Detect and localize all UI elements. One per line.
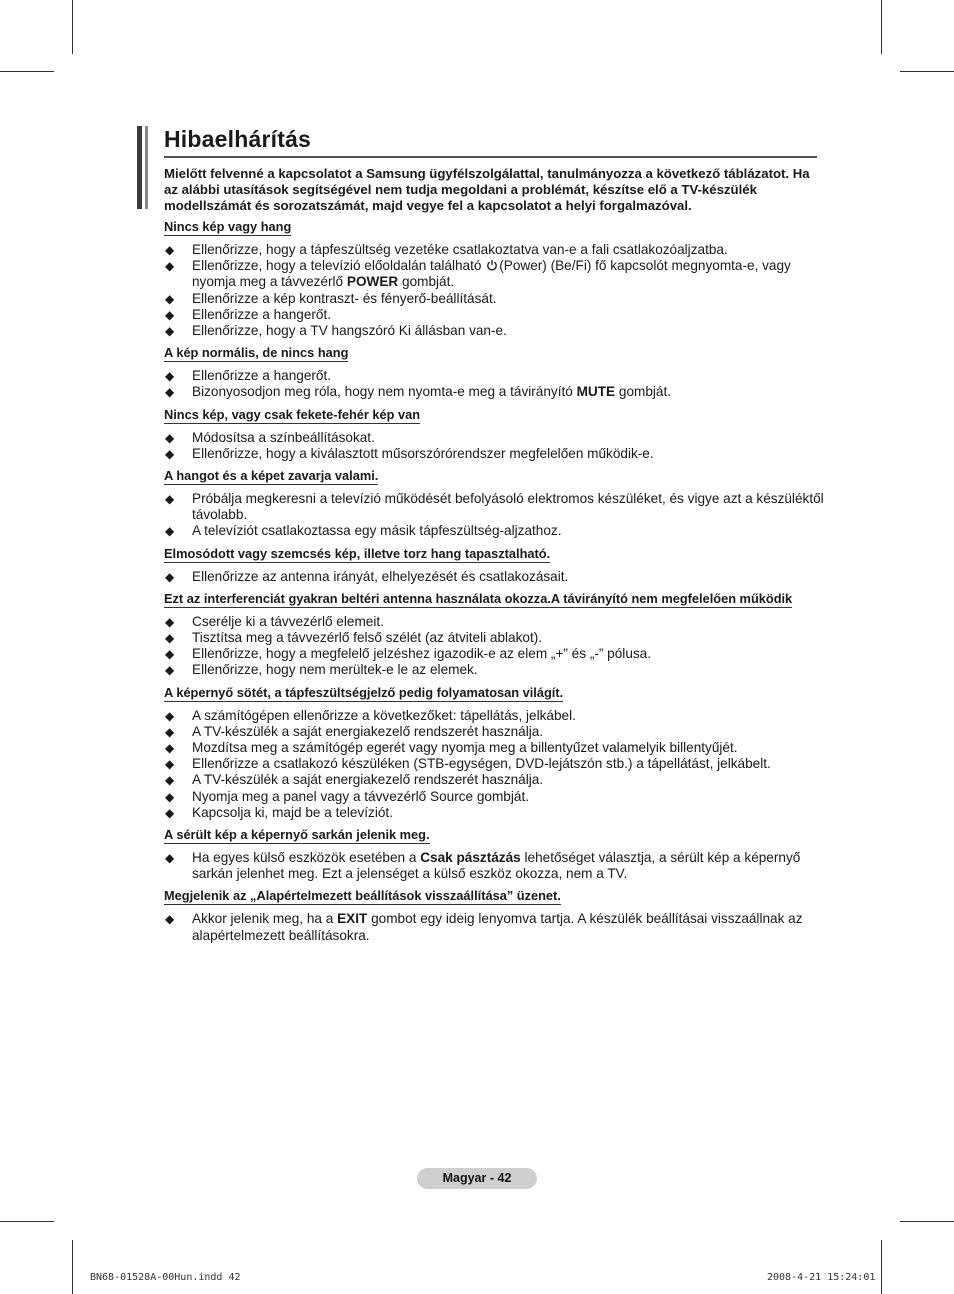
bullet-diamond-icon: ◆ — [165, 631, 175, 646]
list-item — [164, 307, 824, 323]
imprint-date: 2008-4-21 15:24:01 — [767, 1272, 876, 1283]
bullet-diamond-icon: ◆ — [165, 757, 175, 772]
bold-term: MUTE — [576, 384, 616, 400]
list-item — [164, 368, 824, 384]
item-text: Ellenőrizze, hogy a televízió előoldalán található — [192, 258, 486, 274]
imprint-file: BN68-01528A-00Hun.indd 42 — [90, 1272, 241, 1283]
list-item — [164, 242, 824, 258]
item-text: gombját. — [615, 384, 672, 400]
bullet-diamond-icon: ◆ — [165, 805, 175, 820]
bullet-diamond-icon: ◆ — [165, 663, 175, 678]
bullet-list — [164, 708, 824, 821]
intro-paragraph: Mielőtt felvenné a kapcsolatot a Samsung ügyfélszolgálattal, tanulmányozza a következő táblázatot. Ha az alábbi utasítások segítségével nem tudja megoldani a problémát, készítse elő a TV-készülék modellszámát és sorozatszámát, majd vegye fel a kapcsolatot a helyi forgalmazóval. — [164, 166, 810, 213]
item-text: Ha egyes külső eszközök esetében a — [192, 850, 421, 866]
list-item — [164, 323, 824, 339]
item-text: Próbálja megkeresni a televízió működését befolyásoló elektromos készüléket, és vigye azt a készüléktől távolabb. — [192, 491, 824, 523]
list-item — [164, 789, 824, 805]
item-text: Módosítsa a színbeállításokat. — [192, 429, 375, 445]
power-icon — [486, 259, 498, 271]
section-heading: A képernyő sötét, a tápfeszültségjelző pedig folyamatosan világít. — [164, 684, 564, 700]
list-item — [164, 569, 824, 585]
list-item — [164, 772, 824, 788]
section-heading: Nincs kép, vagy csak fekete-fehér kép van — [164, 406, 421, 422]
bullet-diamond-icon: ◆ — [165, 291, 175, 306]
section — [164, 219, 824, 339]
item-text: Mozdítsa meg a számítógép egerét vagy nyomja meg a billentyűzet valamelyik billentyűjét. — [192, 740, 738, 756]
item-text: lehetőséget választja, a sérült kép a képernyő sarkán jelenhet meg. Ezt a jelenséget a külső eszköz okozza, nem a TV. — [192, 850, 801, 882]
item-text: Ellenőrizze, hogy a tápfeszültség vezetéke csatlakoztatva van-e a fali csatlakozóaljzatba. — [192, 242, 728, 257]
item-text: Ellenőrizze a kép kontraszt- és fényerő-beállítását. — [192, 290, 497, 306]
crop-mark — [72, 1240, 73, 1294]
item-text: Ellenőrizze, hogy a TV hangszóró Ki állásban van-e. — [192, 323, 507, 339]
section — [164, 888, 824, 943]
item-text: A TV-készülék a saját energiakezelő rendszerét használja. — [192, 723, 544, 739]
section — [164, 407, 824, 462]
bullet-diamond-icon: ◆ — [165, 259, 175, 274]
bullet-list — [164, 491, 824, 540]
bullet-diamond-icon: ◆ — [165, 446, 175, 461]
list-item — [164, 384, 824, 400]
list-item — [164, 708, 824, 724]
list-item — [164, 850, 824, 882]
section-heading: A sérült kép a képernyő sarkán jelenik meg. — [164, 827, 430, 843]
title-divider — [164, 156, 817, 158]
crop-mark — [881, 1240, 882, 1294]
list-item — [164, 291, 824, 307]
list-item — [164, 805, 824, 821]
bullet-diamond-icon: ◆ — [165, 614, 175, 629]
section — [164, 591, 824, 679]
bullet-list — [164, 242, 824, 339]
list-item — [164, 911, 824, 943]
bullet-diamond-icon: ◆ — [165, 773, 175, 788]
page-number-badge: Magyar - 42 — [417, 1168, 537, 1189]
item-text: Ellenőrizze a csatlakozó készüléken (STB-egységen, DVD-lejátszón stb.) a tápellátást, jelkábelt. — [192, 756, 771, 772]
bullet-diamond-icon: ◆ — [165, 492, 175, 507]
section-heading: A kép normális, de nincs hang — [164, 345, 349, 361]
item-text: gombját. — [398, 274, 455, 290]
crop-mark — [881, 0, 882, 54]
item-text: A számítógépen ellenőrizze a következőket: tápellátás, jelkábel. — [192, 707, 576, 723]
list-item — [164, 430, 824, 446]
bullet-list — [164, 430, 824, 462]
bullet-diamond-icon: ◆ — [165, 369, 175, 384]
list-item — [164, 630, 824, 646]
list-item — [164, 491, 824, 523]
item-text: Bizonyosodjon meg róla, hogy nem nyomta-e meg a távirányító — [192, 384, 577, 400]
bullet-diamond-icon: ◆ — [165, 647, 175, 662]
page-title: Hibaelhárítás — [164, 126, 312, 152]
bold-term: EXIT — [337, 911, 368, 927]
bullet-diamond-icon: ◆ — [165, 324, 175, 339]
troubleshooting-list — [164, 219, 824, 950]
list-item — [164, 258, 824, 290]
section — [164, 546, 824, 585]
bullet-list — [164, 569, 824, 585]
section — [164, 685, 824, 821]
section — [164, 468, 824, 540]
bullet-diamond-icon: ◆ — [165, 569, 175, 584]
crop-mark — [0, 1221, 54, 1222]
bullet-diamond-icon: ◆ — [165, 243, 175, 257]
item-text: Ellenőrizze a hangerőt. — [192, 368, 332, 384]
bullet-diamond-icon: ◆ — [165, 708, 175, 723]
item-text: Akkor jelenik meg, ha a — [192, 911, 338, 927]
bullet-list — [164, 850, 824, 882]
item-text: Cserélje ki a távvezérlő elemeit. — [192, 613, 384, 629]
item-text: Tisztítsa meg a távvezérlő felső szélét (az átviteli ablakot). — [192, 630, 543, 646]
list-item — [164, 446, 824, 462]
section — [164, 345, 824, 400]
bullet-list — [164, 614, 824, 679]
item-text: Ellenőrizze az antenna irányát, elhelyezését és csatlakozásait. — [192, 568, 569, 584]
list-item — [164, 523, 824, 539]
bullet-diamond-icon: ◆ — [165, 430, 175, 445]
bold-term: Csak pásztázás — [420, 850, 521, 866]
item-text: Nyomja meg a panel vagy a távvezérlő Source gombját. — [192, 788, 529, 804]
section — [164, 827, 824, 882]
bullet-diamond-icon: ◆ — [165, 789, 175, 804]
bullet-diamond-icon: ◆ — [165, 912, 175, 927]
item-text: A televíziót csatlakoztassa egy másik tápfeszültség-aljzathoz. — [192, 523, 562, 539]
list-item — [164, 646, 824, 662]
list-item — [164, 756, 824, 772]
bullet-diamond-icon: ◆ — [165, 385, 175, 400]
item-text: Kapcsolja ki, majd be a televíziót. — [192, 804, 393, 820]
crop-mark — [72, 0, 73, 54]
bullet-diamond-icon: ◆ — [165, 741, 175, 756]
item-text: Ellenőrizze a hangerőt. — [192, 306, 332, 322]
item-text: gombot egy ideig lenyomva tartja. A készülék beállításai visszaállnak az alapértelmezett beállításokra. — [192, 911, 803, 943]
bullet-list — [164, 911, 824, 943]
section-heading: Nincs kép vagy hang — [164, 219, 292, 234]
bold-term: POWER — [346, 274, 399, 290]
section-heading: A hangot és a képet zavarja valami. — [164, 468, 379, 484]
item-text: Ellenőrizze, hogy a megfelelő jelzéshez igazodik-e az elem „+” és „-” pólusa. — [192, 646, 652, 662]
section-heading: Elmosódott vagy szemcsés kép, illetve torz hang tapasztalható. — [164, 545, 551, 561]
item-text: A TV-készülék a saját energiakezelő rendszerét használja. — [192, 772, 544, 788]
list-item — [164, 724, 824, 740]
item-text: (Power) (Be/Fi) fő kapcsolót megnyomta-e, vagy nyomja meg a távvezérlő — [192, 258, 791, 290]
bullet-diamond-icon: ◆ — [165, 851, 175, 866]
crop-mark — [0, 71, 54, 72]
bullet-list — [164, 368, 824, 400]
item-text: Ellenőrizze, hogy nem merültek-e le az elemek. — [192, 662, 478, 678]
section-heading: Megjelenik az „Alapértelmezett beállítások visszaállítása” üzenet. — [164, 888, 561, 904]
crop-mark — [900, 71, 954, 72]
list-item — [164, 740, 824, 756]
list-item — [164, 662, 824, 678]
bullet-diamond-icon: ◆ — [165, 307, 175, 322]
crop-mark — [900, 1221, 954, 1222]
section-heading: Ezt az interferenciát gyakran beltéri antenna használata okozza.A távirányító nem megfelelően működik — [164, 590, 793, 606]
bullet-diamond-icon: ◆ — [165, 524, 175, 539]
list-item — [164, 614, 824, 630]
item-text: Ellenőrizze, hogy a kiválasztott műsorszórórendszer megfelelően működik-e. — [192, 445, 654, 461]
bullet-diamond-icon: ◆ — [165, 724, 175, 739]
